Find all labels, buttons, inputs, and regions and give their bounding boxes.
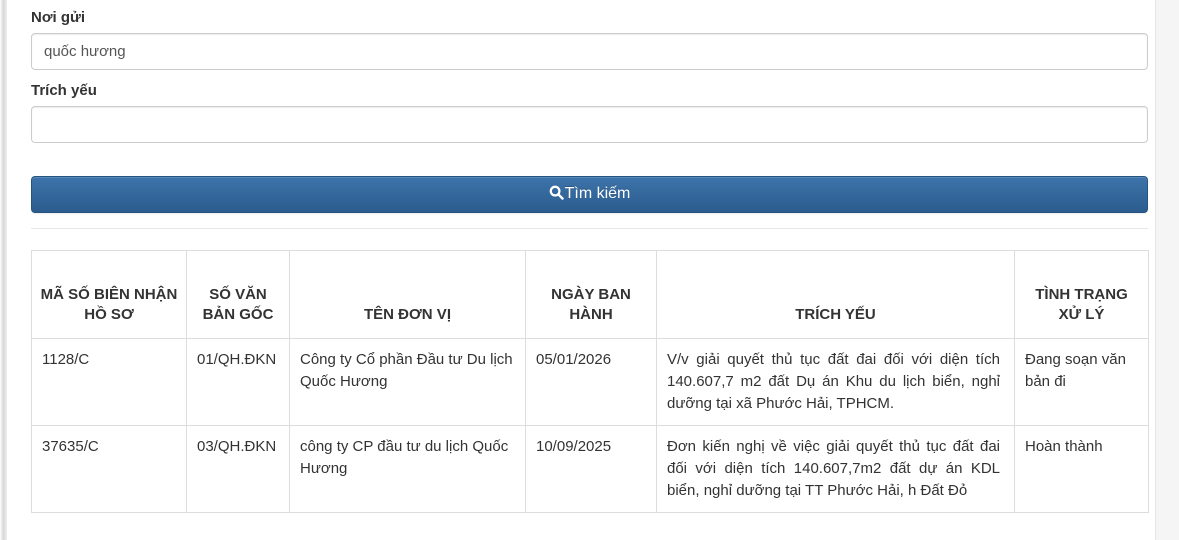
table-row xyxy=(32,426,1149,513)
column-header-tinh_trang: TÌNH TRẠNG XỬ LÝ xyxy=(1015,251,1149,339)
search-icon xyxy=(549,185,564,205)
abstract-label: Trích yếu xyxy=(31,82,97,99)
cell-ma_so: 1128/C xyxy=(32,339,187,426)
cell-ten_don_vi: Công ty Cổ phần Đầu tư Du lịch Quốc Hương xyxy=(290,339,526,426)
column-header-so_van_ban: SỐ VĂN BẢN GỐC xyxy=(187,251,290,339)
cell-ngay_ban_hanh: 05/01/2026 xyxy=(526,339,657,426)
results-table xyxy=(31,250,1149,513)
document-search-panel xyxy=(7,0,1155,540)
search-button-label: Tìm kiếm xyxy=(564,184,631,202)
sender-input[interactable] xyxy=(31,33,1148,70)
table-row xyxy=(32,339,1149,426)
cell-tinh_trang: Đang soạn văn bản đi xyxy=(1015,339,1149,426)
results-table-body xyxy=(32,339,1149,513)
column-header-ngay_ban_hanh: NGÀY BAN HÀNH xyxy=(526,251,657,339)
column-header-trich_yeu: TRÍCH YẾU xyxy=(657,251,1015,339)
results-table-head-row xyxy=(32,251,1149,339)
column-header-ten_don_vi: TÊN ĐƠN VỊ xyxy=(290,251,526,339)
cell-ten_don_vi: công ty CP đầu tư du lịch Quốc Hương xyxy=(290,426,526,513)
abstract-input[interactable] xyxy=(31,106,1148,143)
abstract-field-group xyxy=(31,81,1148,143)
column-header-ma_so: MÃ SỐ BIÊN NHẬN HỒ SƠ xyxy=(32,251,187,339)
cell-ngay_ban_hanh: 10/09/2025 xyxy=(526,426,657,513)
cell-so_van_ban: 01/QH.ĐKN xyxy=(187,339,290,426)
right-gutter xyxy=(1155,0,1179,540)
cell-so_van_ban: 03/QH.ĐKN xyxy=(187,426,290,513)
cell-ma_so: 37635/C xyxy=(32,426,187,513)
cell-tinh_trang: Hoàn thành xyxy=(1015,426,1149,513)
search-button[interactable] xyxy=(31,176,1148,213)
cell-trich_yeu: V/v giải quyết thủ tục đất đai đối với diện tích 140.607,7 m2 đất Dụ án Khu du lịch biển, nghỉ dưỡng tại xã Phước Hải, TPHCM. xyxy=(657,339,1015,426)
sender-field-group xyxy=(31,8,1148,70)
divider xyxy=(31,228,1148,229)
sender-label: Nơi gửi xyxy=(31,9,86,26)
cell-trich_yeu: Đơn kiến nghị về việc giải quyết thủ tục đất đai đối với diện tích 140.607,7m2 đất dự án KDL biển, nghỉ dưỡng tại TT Phước Hải, h Đất Đỏ xyxy=(657,426,1015,513)
